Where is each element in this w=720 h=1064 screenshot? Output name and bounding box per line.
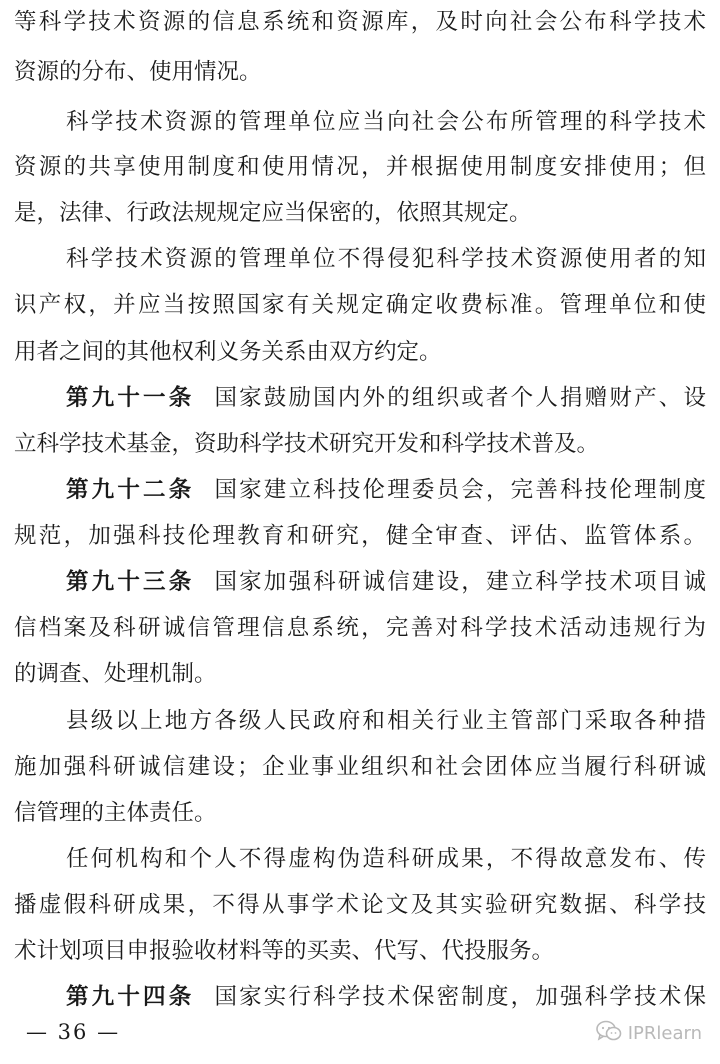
wechat-icon <box>596 1020 622 1047</box>
article-heading: 第九十四条 <box>66 984 195 1010</box>
page-number: — 36 — <box>26 1020 121 1044</box>
text-line: 等科学技术资源的信息系统和资源库，及时向社会公布科学技术 <box>14 9 706 35</box>
watermark <box>596 1020 702 1047</box>
text-line: 规范，加强科技伦理教育和研究，健全审查、评估、监管体系。 <box>14 523 706 549</box>
article-line: 第九十一条 国家鼓励国内外的组织或者个人捐赠财产、设 <box>66 385 706 411</box>
text-line: 资源的共享使用制度和使用情况，并根据使用制度安排使用；但 <box>14 154 706 180</box>
text-line: 科学技术资源的管理单位不得侵犯科学技术资源使用者的知 <box>66 246 706 272</box>
text-line: 资源的分布、使用情况。 <box>14 59 262 85</box>
article-heading: 第九十一条 <box>66 385 195 411</box>
text-line: 立科学技术基金，资助科学技术研究开发和科学技术普及。 <box>14 431 600 457</box>
article-line: 第九十四条 国家实行科学技术保密制度，加强科学技术保 <box>66 984 706 1010</box>
text-line: 信管理的主体责任。 <box>14 800 217 826</box>
text-line: 播虚假科研成果，不得从事学术论文及其实验研究数据、科学技 <box>14 892 706 918</box>
watermark-text: IPRlearn <box>627 1023 702 1044</box>
text-line: 县级以上地方各级人民政府和相关行业主管部门采取各种措 <box>66 708 706 734</box>
article-line: 第九十三条 国家加强科研诚信建设，建立科学技术项目诚 <box>66 569 706 595</box>
text-line: 的调查、处理机制。 <box>14 661 217 687</box>
article-line: 第九十二条 国家建立科技伦理委员会，完善科技伦理制度 <box>66 477 706 503</box>
article-heading: 第九十二条 <box>66 477 195 503</box>
text-line: 用者之间的其他权利义务关系由双方约定。 <box>14 339 442 365</box>
article-heading: 第九十三条 <box>66 569 195 595</box>
text-line: 是，法律、行政法规规定应当保密的，依照其规定。 <box>14 200 532 226</box>
text-line: 识产权，并应当按照国家有关规定确定收费标准。管理单位和使 <box>14 292 706 318</box>
text-line: 施加强科研诚信建设；企业事业组织和社会团体应当履行科研诚 <box>14 754 706 780</box>
text-line: 术计划项目申报验收材料等的买卖、代写、代投服务。 <box>14 938 555 964</box>
text-line: 科学技术资源的管理单位应当向社会公布所管理的科学技术 <box>66 109 706 135</box>
text-line: 信档案及科研诚信管理信息系统，完善对科学技术活动违规行为 <box>14 615 706 641</box>
text-line: 任何机构和个人不得虚构伪造科研成果，不得故意发布、传 <box>66 846 706 872</box>
